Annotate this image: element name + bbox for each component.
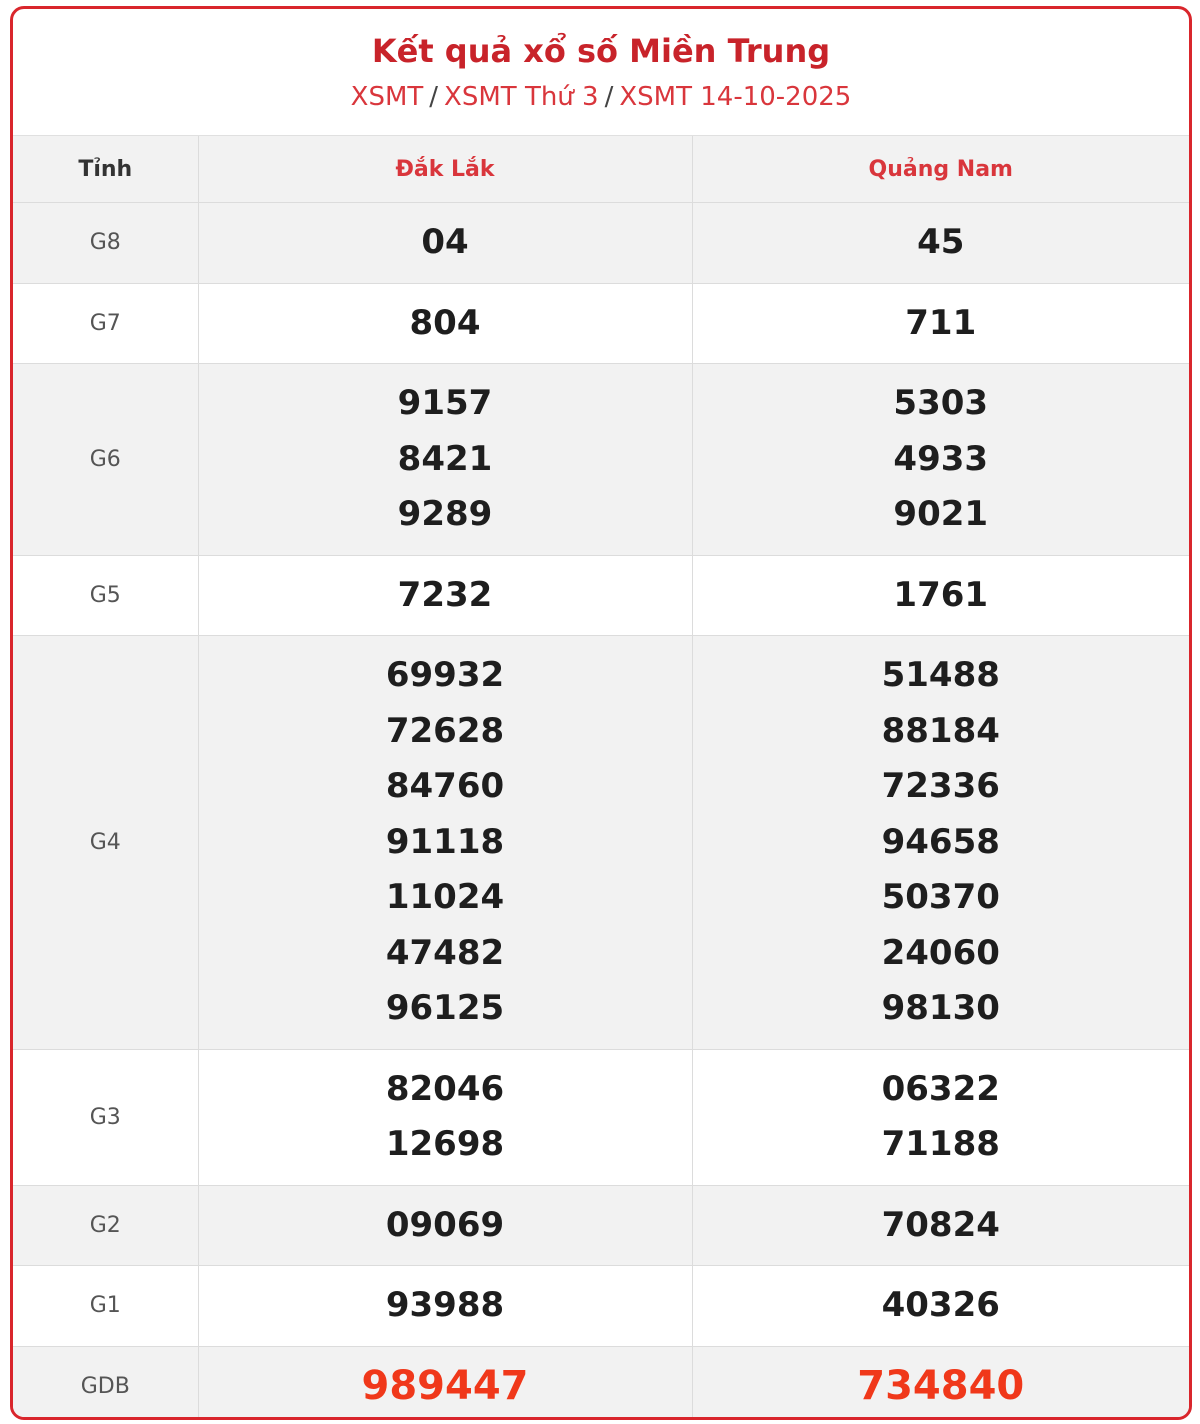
prize-number: 72336 <box>881 766 1000 806</box>
province-quang-nam-header[interactable]: Quảng Nam <box>692 136 1189 203</box>
prize-number: 4933 <box>893 438 989 479</box>
prize-label: GDB <box>13 1346 198 1420</box>
prize-cell <box>198 1346 692 1420</box>
prize-number: 84760 <box>385 766 505 806</box>
prize-number: 9289 <box>397 494 493 534</box>
prize-cell <box>198 203 692 284</box>
prize-label: G8 <box>13 203 198 284</box>
prize-cell <box>198 1049 692 1185</box>
table-row <box>13 555 1189 636</box>
prize-number: 9021 <box>893 494 989 534</box>
prize-cell <box>692 1049 1189 1185</box>
province-dak-lak-header[interactable]: Đắk Lắk <box>198 136 692 203</box>
prize-number: 734840 <box>857 1362 1025 1409</box>
prize-label: G1 <box>13 1266 198 1347</box>
breadcrumb-separator: / <box>429 82 439 112</box>
prize-cell <box>198 1185 692 1266</box>
table-row <box>13 1346 1189 1420</box>
prize-label: G3 <box>13 1049 198 1185</box>
table-row <box>13 1185 1189 1266</box>
table-header-row <box>13 136 1189 203</box>
table-row <box>13 203 1189 284</box>
prize-number: 09069 <box>385 1204 505 1245</box>
prize-number: 11024 <box>385 877 505 917</box>
prize-number: 04 <box>421 222 469 262</box>
prize-cell <box>692 1266 1189 1347</box>
table-row <box>13 364 1189 556</box>
prize-number: 9157 <box>397 383 493 423</box>
prize-number: 711 <box>905 302 977 343</box>
prize-number: 51488 <box>881 655 1000 695</box>
prize-number: 06322 <box>881 1068 1000 1109</box>
prize-number: 24060 <box>881 932 1000 973</box>
breadcrumb-xsmt-date[interactable]: XSMT 14-10-2025 <box>619 82 852 112</box>
prize-number: 72628 <box>385 710 505 751</box>
prize-cell <box>692 636 1189 1050</box>
results-table <box>13 136 1189 1420</box>
prize-rows <box>13 203 1189 1421</box>
prize-number: 82046 <box>385 1068 505 1109</box>
prize-number: 94658 <box>881 821 1000 862</box>
prize-label: G2 <box>13 1185 198 1266</box>
prize-cell <box>692 364 1189 556</box>
prize-number: 989447 <box>361 1362 529 1409</box>
table-row <box>13 636 1189 1050</box>
prize-number: 70824 <box>881 1204 1000 1245</box>
prize-cell <box>692 1346 1189 1420</box>
breadcrumb-xsmt[interactable]: XSMT <box>350 82 424 112</box>
prize-number: 45 <box>917 222 965 262</box>
prize-label: G6 <box>13 364 198 556</box>
table-row <box>13 1049 1189 1185</box>
table-row <box>13 1266 1189 1347</box>
table-row <box>13 283 1189 364</box>
prize-number: 804 <box>409 302 481 343</box>
province-column-header: Tỉnh <box>13 136 198 203</box>
breadcrumb <box>13 79 1189 115</box>
prize-number: 69932 <box>385 655 505 695</box>
prize-number: 91118 <box>385 821 505 862</box>
prize-number: 47482 <box>385 932 505 973</box>
prize-cell <box>198 364 692 556</box>
prize-number: 93988 <box>385 1285 505 1325</box>
prize-number: 7232 <box>397 574 493 615</box>
prize-label: G7 <box>13 283 198 364</box>
prize-number: 96125 <box>385 988 505 1028</box>
prize-cell <box>692 555 1189 636</box>
prize-number: 98130 <box>881 988 1000 1028</box>
prize-label: G4 <box>13 636 198 1050</box>
breadcrumb-separator: / <box>604 82 614 112</box>
results-card <box>10 6 1192 1420</box>
prize-number: 8421 <box>397 438 493 479</box>
prize-number: 40326 <box>881 1285 1000 1325</box>
prize-cell <box>692 283 1189 364</box>
page-title: Kết quả xổ số Miền Trung <box>371 32 831 70</box>
prize-cell <box>198 555 692 636</box>
prize-number: 12698 <box>385 1124 505 1164</box>
prize-cell <box>198 283 692 364</box>
prize-cell <box>692 1185 1189 1266</box>
prize-cell <box>198 636 692 1050</box>
prize-number: 50370 <box>881 877 1000 917</box>
prize-number: 1761 <box>893 574 989 615</box>
breadcrumb-xsmt-thu-3[interactable]: XSMT Thứ 3 <box>444 82 599 112</box>
results-header <box>13 9 1189 136</box>
prize-label: G5 <box>13 555 198 636</box>
prize-cell <box>198 1266 692 1347</box>
prize-number: 88184 <box>881 710 1000 751</box>
prize-number: 71188 <box>881 1124 1000 1164</box>
prize-cell <box>692 203 1189 284</box>
prize-number: 5303 <box>893 383 989 423</box>
